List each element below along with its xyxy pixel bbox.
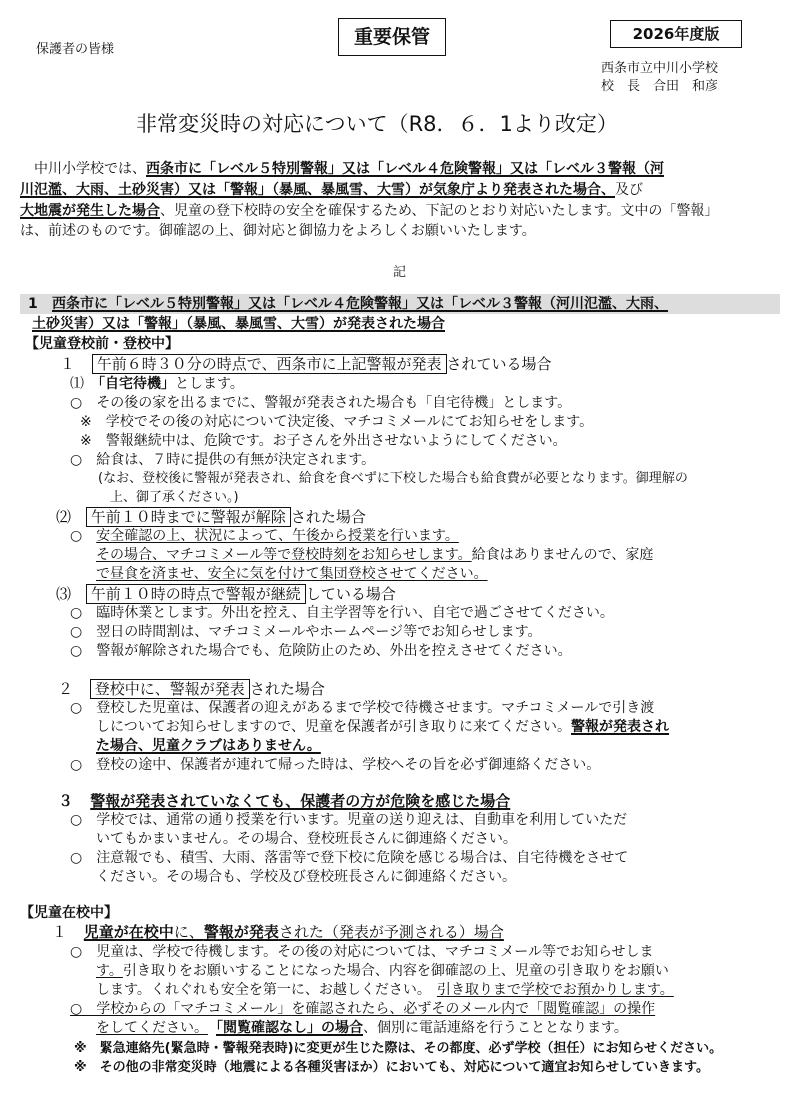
paragraph-2-point-c: で昼食を済ませ、安全に気を付けて集団登校させてください。: [96, 566, 488, 582]
item-1-note-c: ※ 警報継続中は、危険です。お子さんを外出させないようにしてください。: [80, 433, 567, 449]
item-1-paragraph-1: ⑴ 「自宅待機」とします。: [70, 376, 244, 392]
intro-line-3: 大地震が発生した場合、児童の登下校時の安全を確保するため、下記のとおり対応いたします。文中の「警報」: [20, 203, 719, 219]
principal-name: 校 長 合田 和彦: [601, 79, 719, 94]
during-school-heading: 【児童在校中】: [20, 905, 118, 921]
intro-line-4: は、前述のものです。御確認の上、御対応と御協力をよろしくお願いいたします。: [20, 223, 536, 239]
item-1-paragraph-2: ⑵ 午前１０時までに警報が解除 された場合: [56, 508, 366, 526]
recipient: 保護者の皆様: [36, 42, 115, 57]
item-1-point-a: ○ その後の家を出るまでに、警報が発表された場合も「自宅待機」とします。: [70, 395, 572, 411]
during-point-a-line-3: します。くれぐれも安全を第一に、お越しください。 引き取りまで学校でお預かりします。: [96, 982, 674, 998]
item-1-point-d: ○ 給食は、７時に提供の有無が決定されます。: [70, 452, 376, 468]
before-item-1: １ 午前６時３０分の時点で、西条市に上記警報が発表 されている場合: [60, 355, 552, 373]
paragraph-3-point-a: ○ 臨時休業とします。外出を控え、自主学習等を行い、自宅で過ごさせてください。: [70, 605, 614, 621]
section-1-title-line-2: 土砂災害）又は「警報」（暴風、暴風雪、大雪）が発表された場合: [32, 316, 445, 332]
during-point-a-line-2: す。引き取りをお願いすることになった場合、内容を御確認の上、児童の引き取りをお願い: [96, 963, 669, 979]
contact-change-note: ※ 緊急連絡先(緊急時・警報発表時)に変更が生じた際は、その都度、必ず学校（担任）にお知らせください。: [74, 1041, 723, 1056]
item-1-paragraph-3: ⑶ 午前１０時の時点で警報が継続 している場合: [56, 585, 396, 603]
school-name: 西条市立中川小学校: [601, 61, 719, 76]
paragraph-3-point-b: ○ 翌日の時間割は、マチコミメールやホームページ等でお知らせします。: [70, 624, 542, 640]
item-3-point-c: ○ 注意報でも、積雪、大雨、落雷等で登下校に危険を感じる場合は、自宅待機をさせて: [70, 850, 629, 866]
section-1-title-line-1: 西条市に「レベル５特別警報」又は「レベル４危険警報」又は「レベル３警報（河川氾濫、大雨、: [52, 296, 668, 312]
during-point-b-line-1: ○ 学校からの「マチコミメール」を確認されたら、必ずそのメール内で「閲覧確認」の操作: [70, 1001, 656, 1017]
page-title: 非常変災時の対応について（R8．６．1より改定）: [136, 112, 618, 136]
before-school-heading: 【児童登校前・登校中】: [25, 336, 179, 352]
item-2-point-c: た場合、児童クラブはありません。: [96, 738, 321, 754]
intro-line-2: 川氾濫、大雨、土砂災害）又は「警報」（暴風、暴風雪、大雪）が気象庁より発表された場合、及び: [20, 182, 643, 198]
ki-label: 記: [393, 265, 407, 280]
item-2-point-d: ○ 登校の途中、保護者が連れて帰った時は、学校へその旨を必ず御連絡ください。: [70, 757, 601, 773]
paragraph-2-point-b: その場合、マチコミメール等で登校時刻をお知らせします。給食はありませんので、家庭: [96, 547, 654, 563]
section-1-number: 1: [28, 296, 38, 312]
item-3-point-a: ○ 学校では、通常の通り授業を行います。児童の送り迎えは、自動車を利用していただ: [70, 812, 628, 828]
during-item-1: １ 児童が在校中に、警報が発表された（発表が予測される）場合: [52, 923, 504, 941]
paragraph-2-point-a: ○ 安全確認の上、状況によって、午後から授業を行います。: [70, 528, 459, 544]
during-point-a-line-1: ○ 児童は、学校で待機します。その後の対応については、マチコミメール等でお知らせしま: [70, 944, 654, 960]
item-2-point-a: ○ 登校した児童は、保護者の迎えがあるまで学校で待機させます。マチコミメールで引き渡: [70, 700, 655, 716]
before-item-2: ２ 登校中に、警報が発表 された場合: [58, 680, 325, 698]
item-2-point-b: しについてお知らせしますので、児童を保護者が引き取りに来てください。警報が発表され: [96, 719, 670, 735]
edition-badge: 2026年度版: [610, 20, 742, 48]
important-stamp: 重要保管: [338, 18, 446, 56]
item-1-remark-e: (なお、登校後に警報が発表され、給食を食べずに下校した場合も給食費が必要となります。御理解の: [98, 471, 688, 486]
before-item-3: ３ 警報が発表されていなくても、保護者の方が危険を感じた場合: [58, 792, 511, 810]
item-1-note-b: ※ 学校でその後の対応について決定後、マチコミメールにてお知らせをします。: [80, 414, 594, 430]
item-1-remark-f: 上、御了承ください。): [110, 490, 239, 505]
item-3-point-b: いてもかまいません。その場合、登校班長さんに御連絡ください。: [96, 831, 517, 847]
during-point-b-line-2: をしてください。 「閲覧確認なし」の場合、個別に電話連絡を行うこととなります。: [96, 1020, 628, 1036]
paragraph-3-point-c: ○ 警報が解除された場合でも、危険防止のため、外出を控えさせてください。: [70, 643, 572, 659]
other-disaster-note: ※ その他の非常変災時（地震による各種災害ほか）においても、対応について適宜お知らせしていきます。: [74, 1060, 709, 1075]
intro-line-1: 中川小学校では、西条市に「レベル５特別警報」又は「レベル４危険警報」又は「レベル３警報（河: [34, 161, 664, 177]
item-3-point-d: ください。その場合も、学校及び登校班長さんに御連絡ください。: [96, 869, 516, 885]
